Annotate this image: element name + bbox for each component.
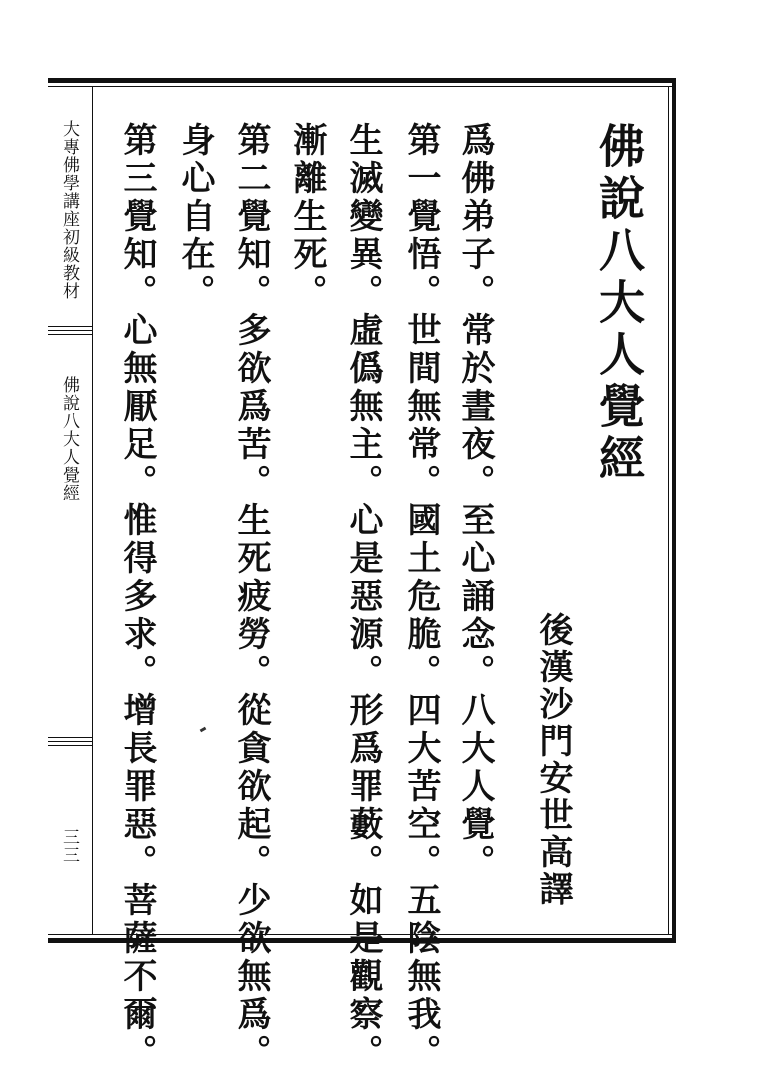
sutra-title: 佛說八大人覺經: [592, 122, 646, 486]
margin-divider: [48, 326, 92, 327]
margin-divider: [48, 737, 92, 738]
margin-divider: [48, 745, 92, 746]
ink-speck: [200, 727, 207, 733]
frame-top-inner-rule: [48, 86, 676, 87]
frame-top-rule: [48, 78, 676, 83]
margin-divider: [48, 334, 92, 335]
translator-line: 後漢沙門安世高譯: [533, 612, 573, 908]
margin-divider: [48, 330, 92, 331]
frame-right-inner-rule: [668, 86, 669, 935]
text-column: 第一覺悟。世間無常。國土危脆。四大苦空。五陰無我。: [401, 122, 441, 1072]
margin-divider: [48, 741, 92, 742]
text-column: 第二覺知。多欲爲苦。生死疲勞。從貪欲起。少欲無爲。: [231, 122, 271, 1072]
page-number: 三三: [59, 828, 79, 864]
text-column: 漸離生死。: [287, 122, 327, 312]
text-column: 生滅變異。虛僞無主。心是惡源。形爲罪藪。如是觀察。: [343, 122, 383, 1072]
margin-sutra-title: 佛說八大人覺經: [59, 376, 79, 502]
frame-right-rule: [672, 78, 676, 943]
margin-series-title: 大專佛學講座初級教材: [59, 120, 79, 300]
text-column: 第三覺知。心無厭足。惟得多求。增長罪惡。菩薩不爾。: [117, 122, 157, 1072]
text-column: 身心自在。: [175, 122, 215, 312]
text-column: 爲佛弟子。常於晝夜。至心誦念。八大人覺。: [455, 122, 495, 882]
margin-separator: [92, 86, 93, 935]
